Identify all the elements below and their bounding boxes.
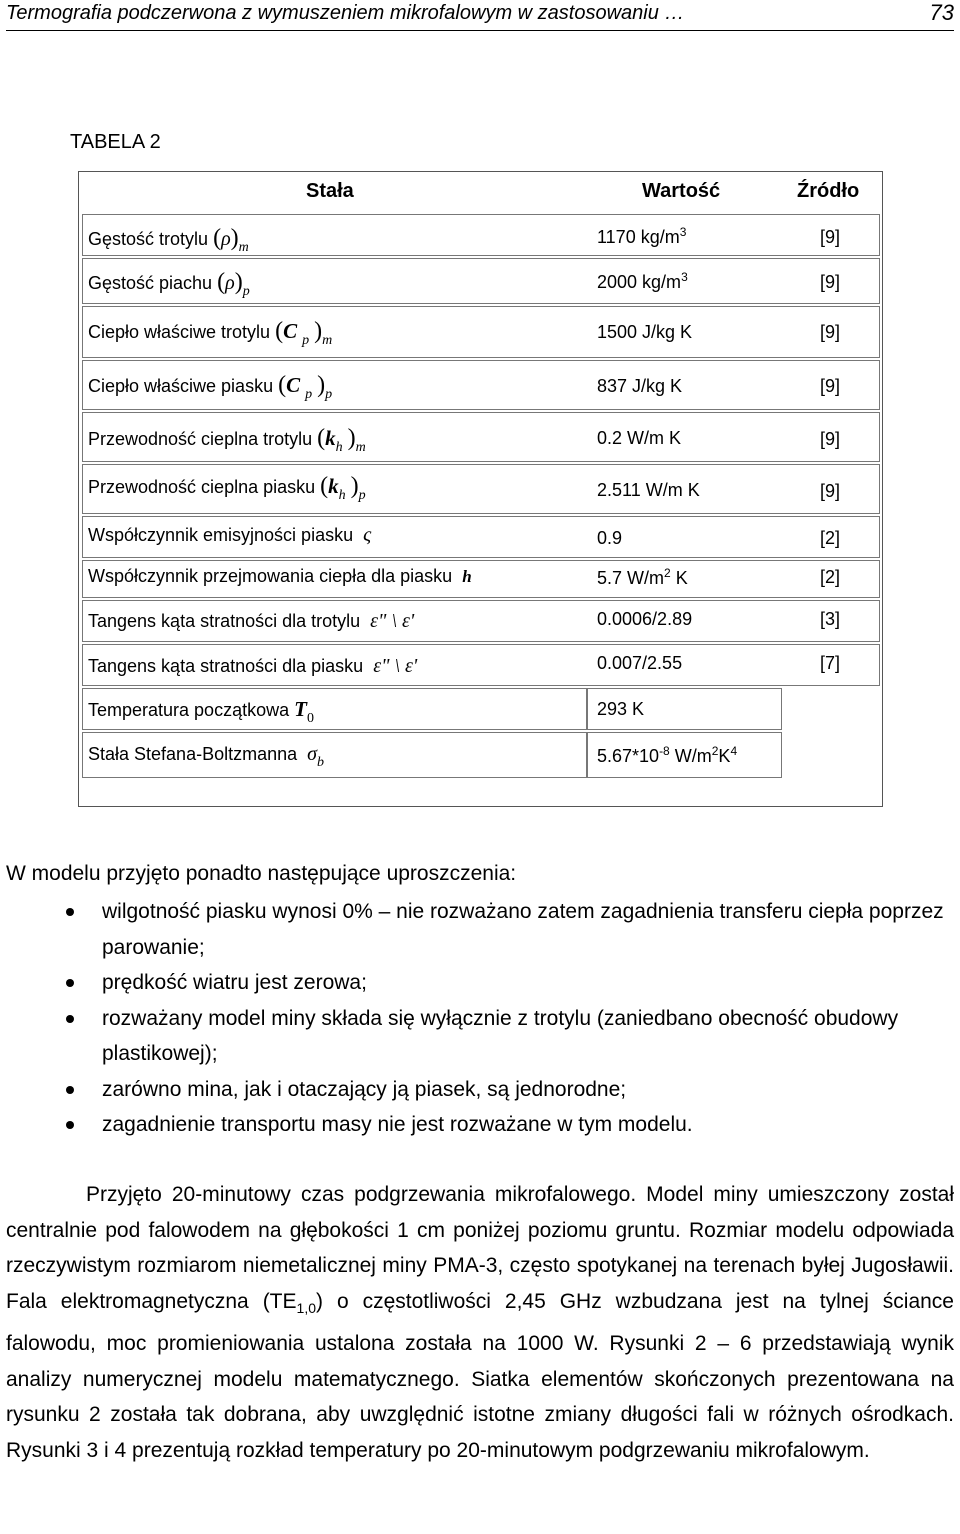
bullet-icon [66,1015,74,1023]
row-3-name: Ciepło właściwe trotylu (C $_p$ )$_m$ [88,318,333,348]
row-5-source: [9] [820,429,841,449]
row-7-value: 0.9 [597,528,623,548]
row-7-name: Współczynnik emisyjności piasku ς [88,524,372,546]
row-5-value: 0.2 W/m K [597,428,682,448]
varsigma-symbol: ς [363,524,372,546]
row-1-value: 1170 $kg/m^3$ [597,225,687,247]
bullet-icon [66,908,74,916]
row-4-name: Ciepło właściwe piasku (C $_p$ )$_p$ [88,372,333,402]
simplifications-list [66,894,956,1143]
row-6-source: [9] [820,481,841,501]
row-10-name: Tangens kąta stratności dla piasku ε" \ ε' [88,655,418,677]
row-1-name: Gęstość trotylu $(\rho)_m$ [88,225,249,255]
rho-symbol: ρ [221,228,231,250]
body-paragraph: Przyjęto 20-minutowy czas podgrzewania mikrofalowego. Model miny umieszczony został centralnie pod falowodem na głębokości 1 cm poniżej poziomu gruntu. Rozmiar modelu odpowiada rzeczywistym rozmiarom niemetalicznej miny PMA-3, często spotykanej na terenach byłej Jugosławii. Fala elektromagnetyczna $(TE_{1,0})$ o częstotliwości 2,45 GHz wzbudzana jest na tylnej ściance falowodu, moc promieniowania ustalona została na 1000 W. Rysunki 2 – 6 przedstawiają wynik analizy numerycznej modelu matematycznego. Siatka elementów skończonych prezentowana na rysunku 2 została tak dobrana, aby uwzględnić istotne zmiany długości fali w różnych ośrodkach. Rysunki 3 i 4 prezentują rozkład temperatury po 20-minutowym podgrzewaniu mikrofalowym. [6,1183,954,1462]
row-3-value: 1500 J/kg K [597,322,693,342]
epsilon-ratio-symbol: ε" \ ε' [370,610,415,632]
row-1-source: [9] [820,227,841,247]
sigma-symbol: σ [307,743,318,765]
row-8-name: Współczynnik przejmowania ciepła dla piasku h [88,566,472,586]
simplifications-intro: W modelu przyjęto ponadto następujące uproszczenia: [6,862,517,885]
row-2-value: 2000 $kg/m^3$ [597,270,688,292]
bullet-icon [66,979,74,987]
bullet-icon [66,1121,74,1129]
row-5-name: Przewodność cieplna trotylu ($k_h$ )$_m$ [88,425,366,455]
page-number: 73 [929,0,954,25]
rho-symbol: ρ [225,272,235,294]
row-10-value: 0.007/2.55 [597,653,683,673]
list-item: wilgotność piasku wynosi 0% – nie rozważano zatem zagadnienia transferu ciepła poprzez parowanie; [66,894,956,965]
row-4-value: 837 J/kg K [597,376,683,396]
row-8-source: [2] [820,567,841,587]
running-header [6,0,954,31]
bullet-icon [66,1086,74,1094]
row-3-source: [9] [820,322,841,342]
row-11-value: 293 K [597,699,645,719]
row-2-name: Gęstość piachu $(\rho)_p$ [88,269,250,299]
list-item: zagadnienie transportu masy nie jest rozważane w tym modelu. [66,1107,956,1143]
row-6-name: Przewodność cieplna piasku ($k_h$ )$_p$ [88,473,366,503]
epsilon-ratio-symbol: ε" \ ε' [373,655,418,677]
running-title: Termografia podczerwona z wymuszeniem mikrofalowym w zastosowaniu … [6,2,685,24]
table-label: TABELA 2 [70,131,161,153]
column-header-value: Wartość [642,180,721,202]
row-4-source: [9] [820,376,841,396]
row-12-value: $5.67*10^{-8}$ $W/m^2K^4$ [597,744,738,766]
row-10-source: [7] [820,653,841,673]
row-2-source: [9] [820,272,841,292]
row-12-name: Stała Stefana-Boltzmanna $\sigma_b$ [88,743,325,770]
row-9-source: [3] [820,609,841,629]
list-item: prędkość wiatru jest zerowa; [66,965,956,1001]
column-header-source: Źródło [797,180,860,202]
row-9-value: 0.0006/2.89 [597,609,693,629]
row-6-value: 2.511 W/m K [597,480,700,500]
list-item: rozważany model miny składa się wyłącznie z trotylu (zaniedbano obecność obudowy plastikowej); [66,1001,956,1072]
row-8-value: 5.7 $W/m^2$ K [597,566,688,588]
list-item: zarówno mina, jak i otaczający ją piasek, są jednorodne; [66,1072,956,1108]
row-7-source: [2] [820,528,841,548]
column-header-constant: Stała [306,180,354,202]
row-9-name: Tangens kąta stratności dla trotylu ε" \ ε' [88,610,415,632]
row-11-name: Temperatura początkowa $T_0$ [88,697,314,726]
